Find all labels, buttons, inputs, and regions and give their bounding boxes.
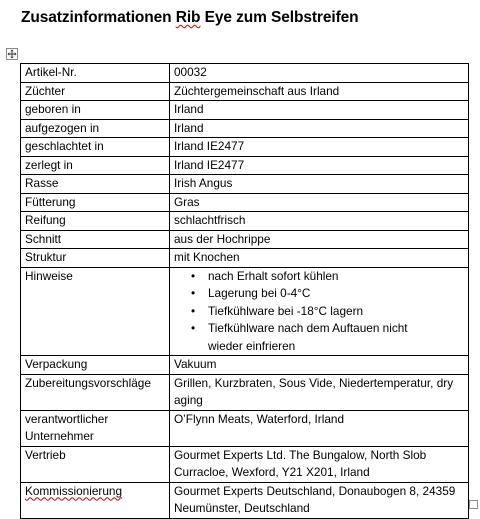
row-label: verantwortlicher Unternehmer <box>21 410 170 446</box>
hinweise-list <box>174 268 464 356</box>
row-value: schlachtfrisch <box>170 212 469 231</box>
row-label: geschlachtet in <box>21 138 170 157</box>
row-label: zerlegt in <box>21 156 170 175</box>
row-label: Hinweise <box>21 267 170 356</box>
row-value: Irish Angus <box>170 175 469 194</box>
row-value: aus der Hochrippe <box>170 230 469 249</box>
row-label: Rasse <box>21 175 170 194</box>
row-value: Grillen, Kurzbraten, Sous Vide, Niedertemperatur, dry aging <box>170 374 469 410</box>
table-row <box>21 156 469 175</box>
row-value: Gourmet Experts Ltd. The Bungalow, North Slob Curracloe, Wexford, Y21 X201, Irland <box>170 446 469 482</box>
table-row <box>21 249 469 268</box>
row-value: Vakuum <box>170 356 469 375</box>
table-row <box>21 101 469 120</box>
table-row <box>21 119 469 138</box>
table-row <box>21 175 469 194</box>
table-resize-handle[interactable] <box>469 500 478 509</box>
hinweise-value <box>170 267 469 356</box>
title-text-3: Eye zum Selbstreifen <box>200 9 359 26</box>
row-value: mit Knochen <box>170 249 469 268</box>
table-row <box>21 193 469 212</box>
row-value: 00032 <box>170 64 469 83</box>
table-row-hinweise <box>21 267 469 356</box>
list-item: • Tiefkühlware nach dem Auftauen nicht wieder einfrieren <box>208 320 464 355</box>
list-item: • nach Erhalt sofort kühlen <box>208 268 464 286</box>
row-value: Irland IE2477 <box>170 156 469 175</box>
table-row-unternehmer <box>21 410 469 446</box>
row-label: Fütterung <box>21 193 170 212</box>
row-value: Gras <box>170 193 469 212</box>
title-text-1: Zusatzinformationen <box>21 9 176 26</box>
table-row-kommissionierung <box>21 482 469 518</box>
row-value: Irland IE2477 <box>170 138 469 157</box>
row-label: aufgezogen in <box>21 119 170 138</box>
row-label: Vertrieb <box>21 446 170 482</box>
table-row <box>21 230 469 249</box>
row-value: Gourmet Experts Deutschland, Donaubogen 8, 24359 Neumünster, Deutschland <box>170 482 469 518</box>
table-row <box>21 82 469 101</box>
row-label <box>21 482 170 518</box>
kommissionierung-label-spellcheck: Kommissionierung <box>25 483 123 498</box>
row-label: Artikel-Nr. <box>21 64 170 83</box>
row-value: Irland <box>170 101 469 120</box>
title-text-2-spellcheck: Rib <box>175 9 201 26</box>
row-label: Reifung <box>21 212 170 231</box>
row-label: Zubereitungsvorschläge <box>21 374 170 410</box>
table-row <box>21 64 469 83</box>
table-row-vertrieb <box>21 446 469 482</box>
document-title <box>21 9 359 27</box>
table-row-zubereitung <box>21 374 469 410</box>
row-label: Verpackung <box>21 356 170 375</box>
row-label: Züchter <box>21 82 170 101</box>
row-label: geboren in <box>21 101 170 120</box>
table-row <box>21 212 469 231</box>
row-value: Züchtergemeinschaft aus Irland <box>170 82 469 101</box>
table-row <box>21 138 469 157</box>
row-label: Struktur <box>21 249 170 268</box>
table-row-verpackung <box>21 356 469 375</box>
list-item: • Tiefkühlware bei -18°C lagern <box>208 303 464 321</box>
row-label: Schnitt <box>21 230 170 249</box>
product-info-table <box>20 63 469 519</box>
row-value: Irland <box>170 119 469 138</box>
row-value: O’Flynn Meats, Waterford, Irland <box>170 410 469 446</box>
table-move-handle-icon[interactable] <box>6 48 18 60</box>
list-item: • Lagerung bei 0-4°C <box>208 285 464 303</box>
